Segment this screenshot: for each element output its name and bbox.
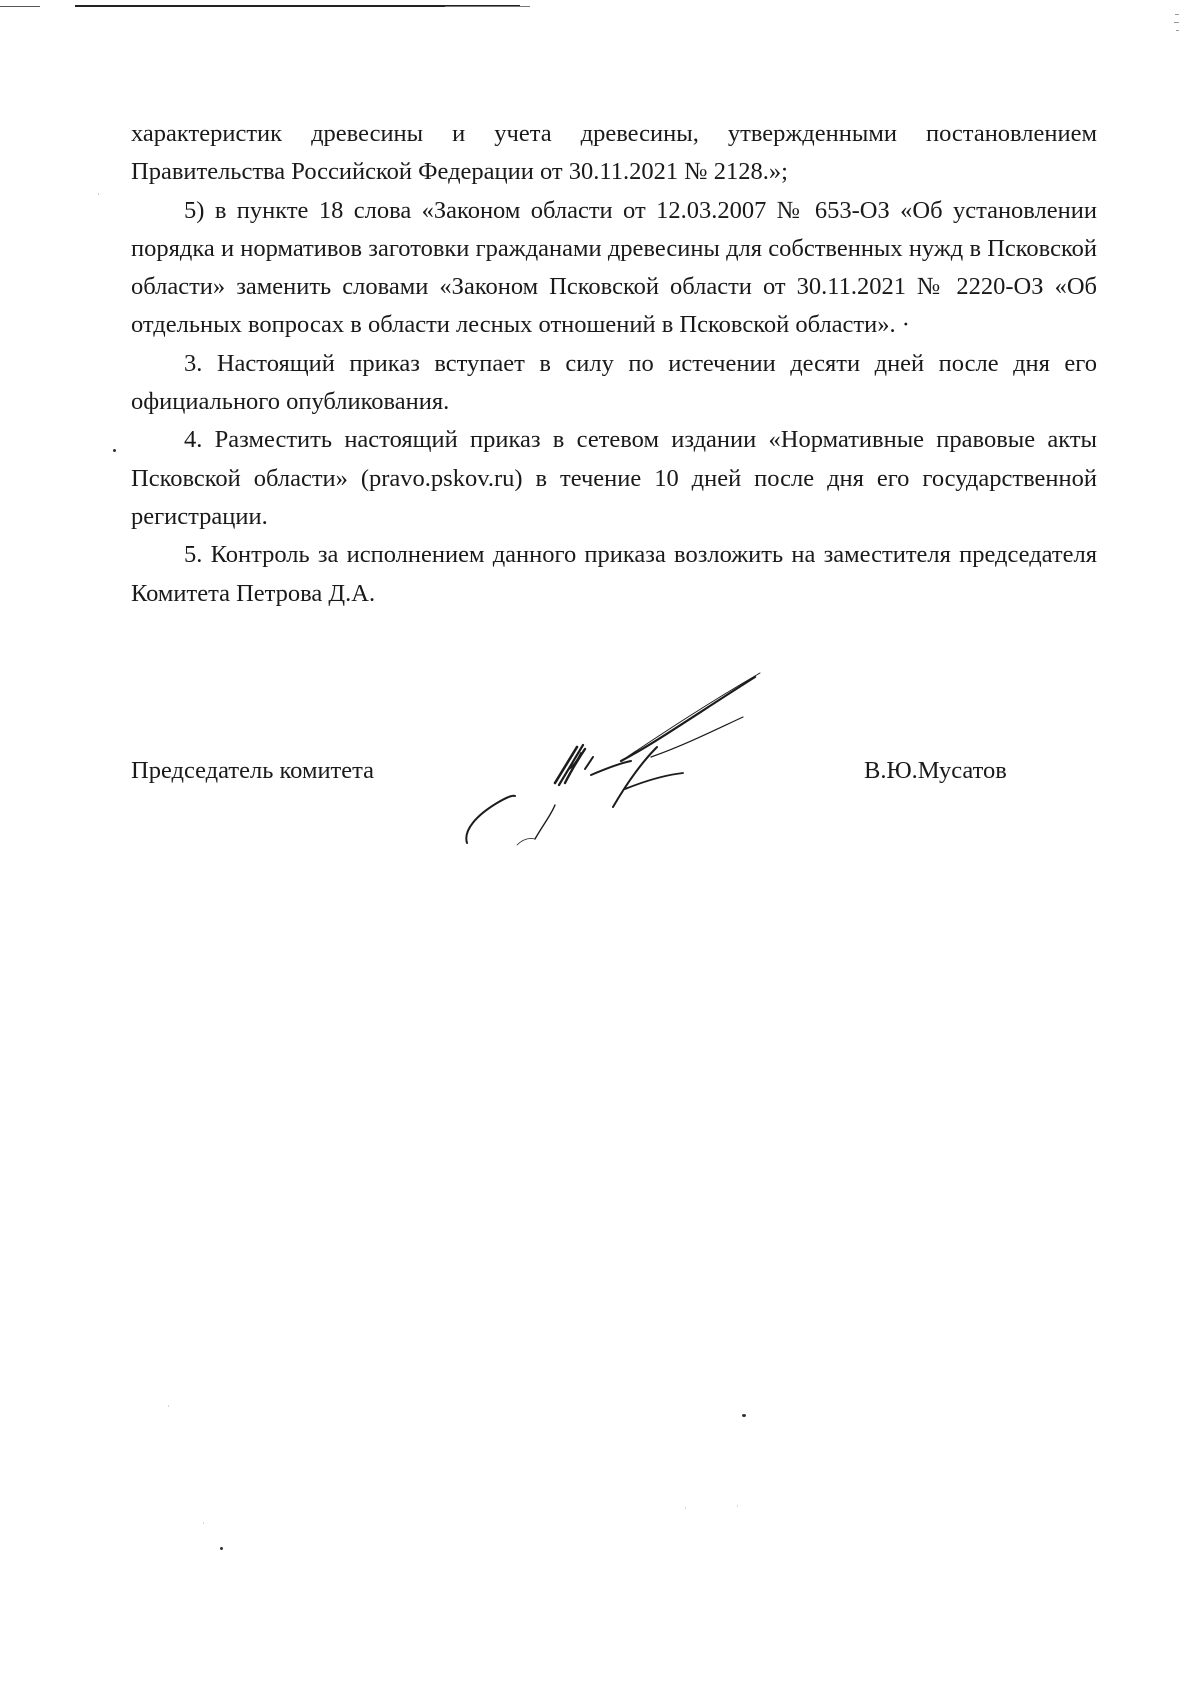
paragraph-item-5: 5) в пункте 18 слова «Законом области от 12.03.2007 № 653-ОЗ «Об установлении порядка и нормативов заготовки гражданами древесины для собственных нужд в Псковской области» заменить словами «Законом Псковской области от 30.11.2021 № 2220-ОЗ «Об отдельных вопросах в области лесных отношений в Псковской области». · — [131, 196, 1097, 339]
paragraph-continuation: характеристик древесины и учета древесины, утвержденными постановлением Правительства Российской Федерации от 30.11.2021 № 2128.»; — [131, 120, 1097, 186]
scan-speck — [98, 193, 99, 195]
scan-edge-mark — [1176, 30, 1179, 31]
scan-speck — [737, 1505, 738, 1507]
scan-speck — [113, 449, 116, 452]
signer-position: Председатель комитета — [131, 757, 375, 784]
handwritten-signature — [455, 665, 815, 865]
paragraph-item-4: 4. Разместить настоящий приказ в сетевом издании «Нормативные правовые акты Псковской области» (pravo.pskov.ru) в течение 10 дней после дня его государственной регистрации. — [131, 426, 1097, 530]
scan-speck — [685, 1507, 686, 1509]
scan-speck — [203, 1522, 204, 1524]
paragraph-item-3: 3. Настоящий приказ вступает в силу по истечении десяти дней после дня его официального опубликования. — [131, 349, 1097, 416]
top-border-fragment — [0, 6, 40, 7]
paragraph-item-5-control: 5. Контроль за исполнением данного приказа возложить на заместителя председателя Комитета Петрова Д.А. — [131, 541, 1097, 607]
scan-edge-mark — [1174, 22, 1179, 23]
signer-name: В.Ю.Мусатов — [864, 757, 1007, 784]
scan-edge-mark — [1175, 14, 1179, 15]
scan-speck — [742, 1414, 746, 1417]
scan-speck — [220, 1547, 223, 1550]
document-body — [131, 115, 1097, 613]
scan-speck — [168, 1405, 169, 1407]
top-border-fragment — [445, 6, 530, 7]
